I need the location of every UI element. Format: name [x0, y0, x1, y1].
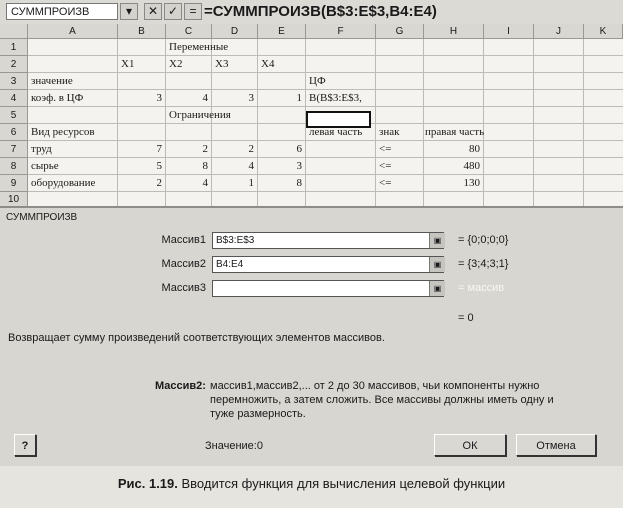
cell-h8[interactable]: 480 [463, 160, 480, 172]
cell-b2[interactable]: X1 [121, 58, 135, 70]
cell-c5[interactable]: Ограничения [169, 109, 231, 121]
row-header-2[interactable]: 2 [0, 56, 28, 73]
row-header-8[interactable]: 8 [0, 158, 28, 175]
row-header-7[interactable]: 7 [0, 141, 28, 158]
cell-b9[interactable]: 2 [156, 177, 162, 189]
name-box[interactable]: СУММПРОИЗВ [6, 3, 118, 20]
column-header-h[interactable]: H [424, 24, 484, 39]
cell-c4[interactable]: 4 [202, 92, 208, 104]
arg1-result: = {0;0;0;0} [458, 234, 509, 246]
cell-e7[interactable]: 6 [296, 143, 302, 155]
cell-d7[interactable]: 2 [248, 143, 254, 155]
row-header-10[interactable]: 10 [0, 192, 28, 208]
select-all-corner[interactable] [0, 24, 28, 39]
grid-line [28, 55, 623, 56]
arg-help-line-3: туже размерность. [210, 408, 306, 420]
row-header-3[interactable]: 3 [0, 73, 28, 90]
cell-c7[interactable]: 2 [202, 143, 208, 155]
figure-text: Вводится функция для вычисления целевой функции [181, 476, 506, 491]
column-header-c[interactable]: C [166, 24, 212, 39]
arg-help-line-2: перемножить, а затем сложить. Все массивы должны иметь одну и [210, 394, 554, 406]
cell-d8[interactable]: 4 [248, 160, 254, 172]
ok-button[interactable]: ОК [434, 434, 506, 456]
arg3-result: = массив [458, 282, 505, 294]
cell-f6[interactable]: левая часть [309, 126, 363, 138]
cell-e9[interactable]: 8 [296, 177, 302, 189]
formula-bar [0, 0, 623, 25]
column-header-d[interactable]: D [212, 24, 258, 39]
cell-g9[interactable]: <= [379, 177, 392, 189]
array1-input[interactable]: B$3:E$3 [212, 232, 444, 249]
cell-h7[interactable]: 80 [469, 143, 480, 155]
cell-e4[interactable]: 1 [296, 92, 302, 104]
cell-g8[interactable]: <= [379, 160, 392, 172]
cell-a4[interactable]: коэф. в ЦФ [31, 92, 84, 104]
cell-a6[interactable]: Вид ресурсов [31, 126, 95, 138]
cell-e2[interactable]: X4 [261, 58, 275, 70]
cell-d4[interactable]: 3 [248, 92, 254, 104]
spreadsheet-grid [0, 24, 623, 208]
name-box-dropdown-icon[interactable]: ▾ [120, 3, 138, 20]
cell-b8[interactable]: 5 [156, 160, 162, 172]
cell-a9[interactable]: оборудование [31, 177, 96, 189]
figure-label: Рис. 1.19. [117, 476, 178, 491]
arg-help-label: Массив2: [155, 380, 206, 392]
array1-collapse-icon[interactable]: ▣ [429, 233, 445, 248]
figure-caption [0, 476, 623, 491]
arg2-result: = {3;4;3;1} [458, 258, 509, 270]
column-header-i[interactable]: I [484, 24, 534, 39]
cell-b4[interactable]: 3 [156, 92, 162, 104]
arg3-label: Массив3 [161, 282, 206, 294]
cell-h9[interactable]: 130 [463, 177, 480, 189]
cell-g6[interactable]: знак [379, 126, 400, 138]
row-header-6[interactable]: 6 [0, 124, 28, 141]
formula-input[interactable]: =СУММПРОИЗВ(B$3:E$3,B4:E4) [204, 3, 437, 20]
cell-g7[interactable]: <= [379, 143, 392, 155]
column-header-e[interactable]: E [258, 24, 306, 39]
cell-c9[interactable]: 4 [202, 177, 208, 189]
cancel-formula-button[interactable]: ✕ [144, 3, 162, 20]
value-label: Значение:0 [205, 440, 263, 452]
row-header-5[interactable]: 5 [0, 107, 28, 124]
cell-d9[interactable]: 1 [248, 177, 254, 189]
array2-input[interactable]: B4:E4 [212, 256, 444, 273]
cell-h6[interactable]: правая часть [425, 126, 485, 138]
row-header-9[interactable]: 9 [0, 175, 28, 192]
cell-a8[interactable]: сырье [31, 160, 59, 172]
cell-f3[interactable]: ЦФ [309, 75, 326, 87]
enter-formula-button[interactable]: ✓ [164, 3, 182, 20]
column-header-a[interactable]: A [28, 24, 118, 39]
arg2-label: Массив2 [161, 258, 206, 270]
array2-collapse-icon[interactable]: ▣ [429, 257, 445, 272]
help-icon[interactable]: ? [14, 434, 36, 456]
cell-d2[interactable]: X3 [215, 58, 229, 70]
column-header-g[interactable]: G [376, 24, 424, 39]
array3-collapse-icon[interactable]: ▣ [429, 281, 445, 296]
cell-c8[interactable]: 8 [202, 160, 208, 172]
cell-c2[interactable]: X2 [169, 58, 183, 70]
cell-f4[interactable]: B(B$3:E$3, [309, 92, 362, 104]
function-arguments-dialog [0, 206, 623, 466]
function-description: Возвращает сумму произведений соответствующих элементов массивов. [8, 332, 385, 344]
column-header-f[interactable]: F [306, 24, 376, 39]
column-header-j[interactable]: J [534, 24, 584, 39]
arg1-label: Массив1 [161, 234, 206, 246]
row-header-1[interactable]: 1 [0, 39, 28, 56]
edit-formula-button[interactable]: = [184, 3, 202, 20]
dialog-title: СУММПРОИЗВ [6, 212, 78, 223]
cell-b7[interactable]: 7 [156, 143, 162, 155]
cell-a7[interactable]: труд [31, 143, 52, 155]
row-header-4[interactable]: 4 [0, 90, 28, 107]
arg-help-line-1: массив1,массив2,... от 2 до 30 массивов, чьи компоненты нужно [210, 380, 540, 392]
total-result: = 0 [458, 312, 474, 324]
column-header-k[interactable]: K [584, 24, 623, 39]
cancel-button[interactable]: Отмена [516, 434, 596, 456]
cell-a3[interactable]: значение [31, 75, 73, 87]
column-header-b[interactable]: B [118, 24, 166, 39]
array3-input[interactable] [212, 280, 444, 297]
cell-c1[interactable]: Переменные [169, 41, 229, 53]
cell-e8[interactable]: 3 [296, 160, 302, 172]
